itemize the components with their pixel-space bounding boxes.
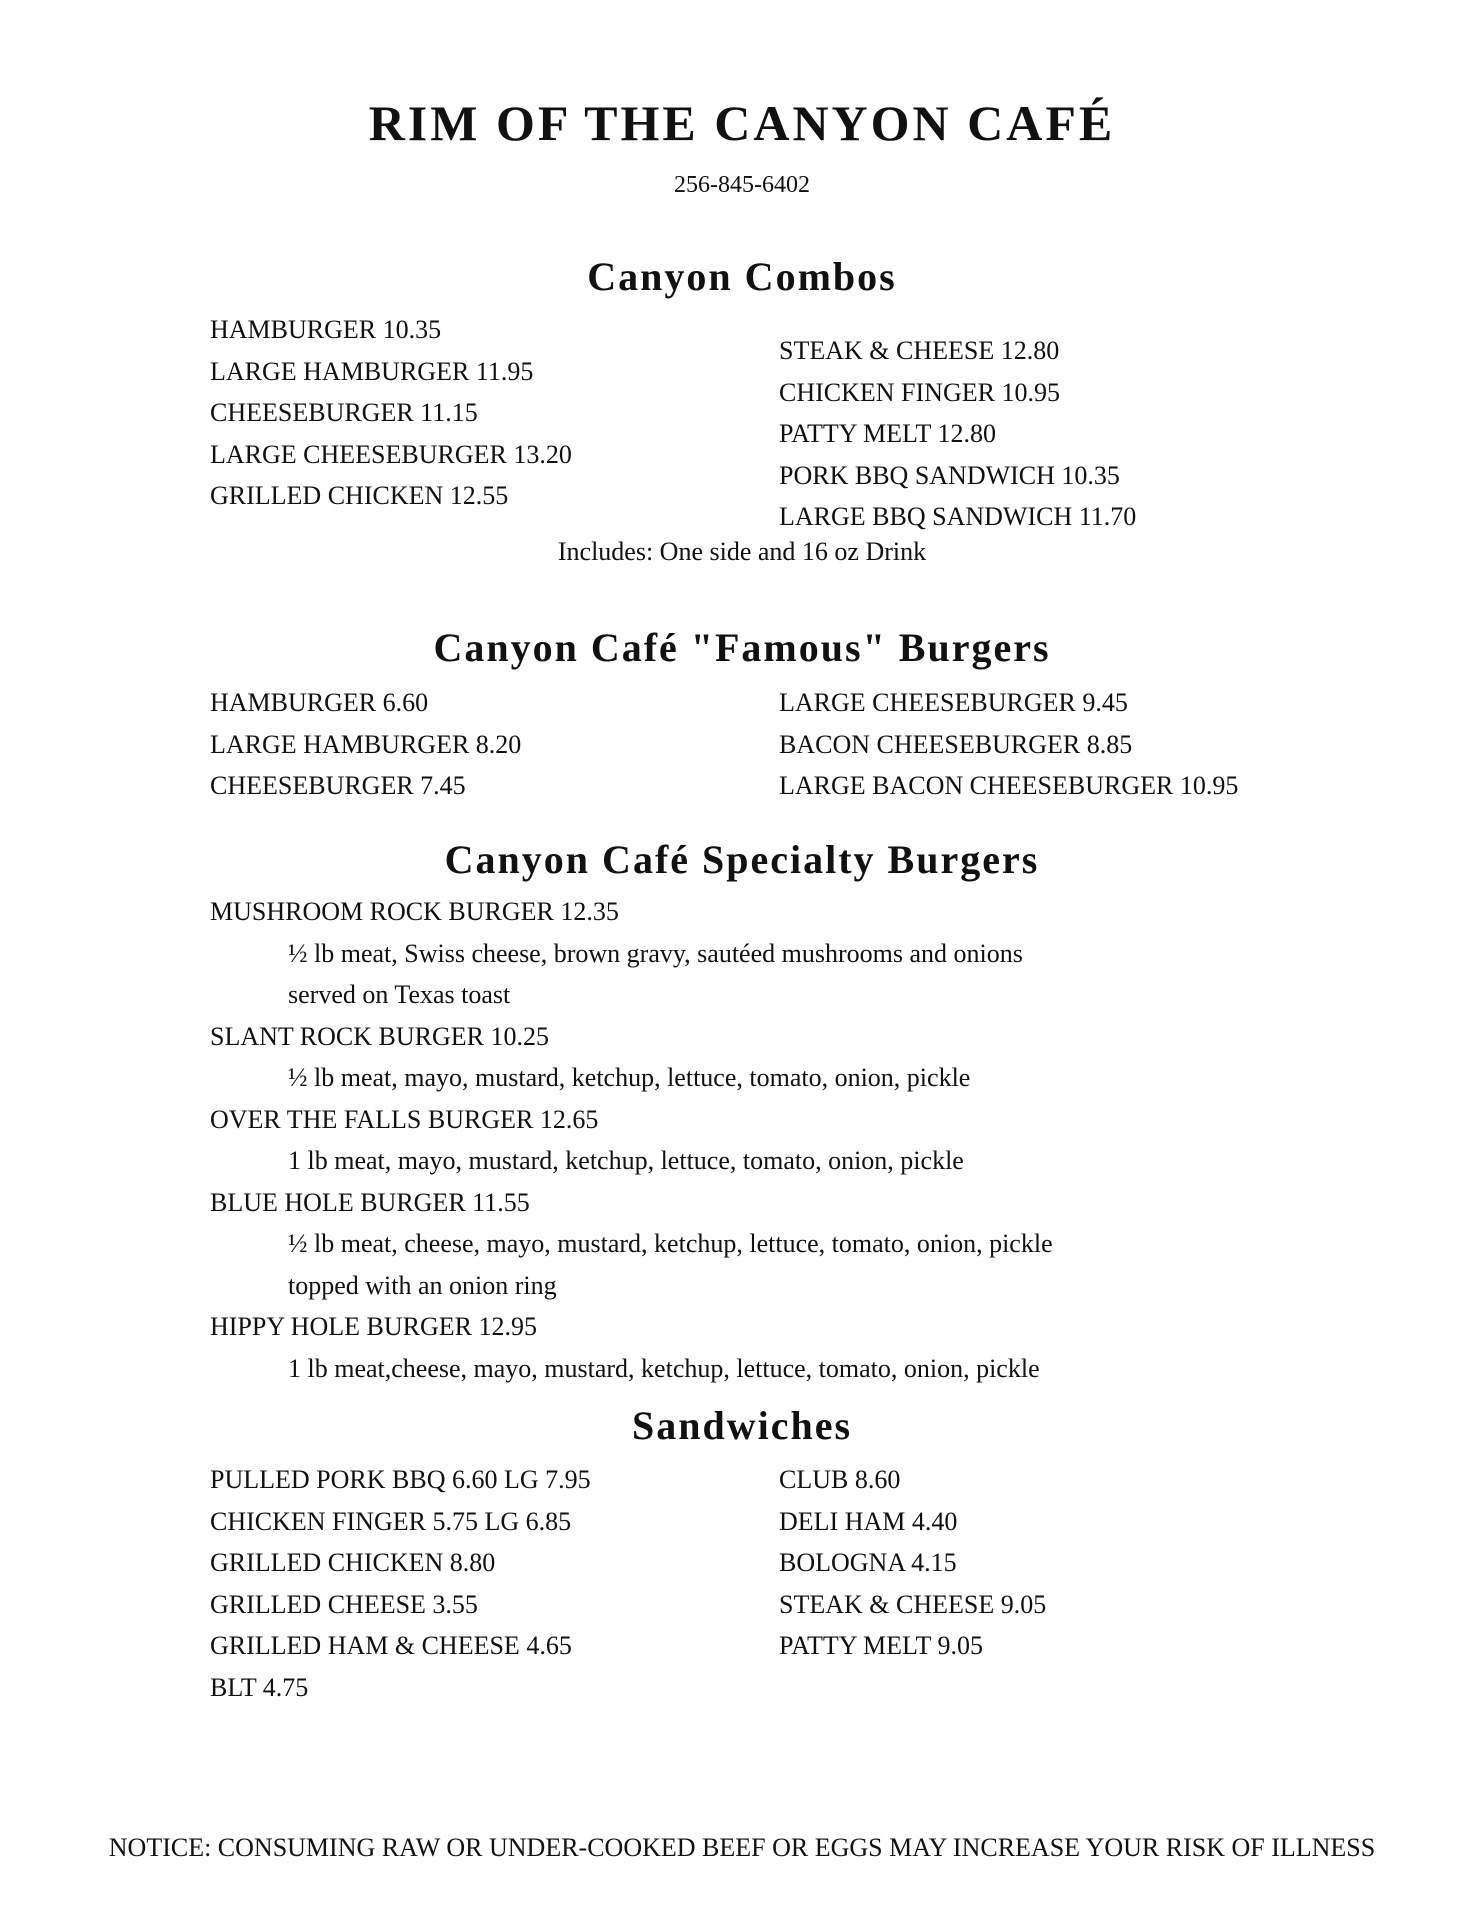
- combos-includes-note: Includes: One side and 16 oz Drink: [557, 537, 927, 566]
- famous-burgers-heading: Canyon Café "Famous" Burgers: [433, 625, 1051, 670]
- menu-item: CLUB 8.60: [779, 1465, 901, 1494]
- menu-item: BOLOGNA 4.15: [779, 1548, 957, 1577]
- menu-item: SLANT ROCK BURGER 10.25: [210, 1021, 550, 1051]
- menu-item: HAMBURGER 10.35: [210, 315, 442, 344]
- sandwiches-right-list: [779, 1459, 1046, 1667]
- health-notice: NOTICE: CONSUMING RAW OR UNDER-COOKED BEEF OR EGGS MAY INCREASE YOUR RISK OF ILLNESS: [108, 1833, 1376, 1862]
- menu-item: LARGE HAMBURGER 8.20: [210, 729, 522, 759]
- menu-item: LARGE BACON CHEESEBURGER 10.95: [779, 771, 1239, 800]
- menu-item-description: served on Texas toast: [288, 980, 511, 1009]
- menu-item-description: ½ lb meat, cheese, mayo, mustard, ketchup, lettuce, tomato, onion, pickle: [288, 1229, 1053, 1258]
- menu-item: LARGE HAMBURGER 11.95: [210, 356, 534, 386]
- sandwiches-left-list: [210, 1459, 591, 1708]
- menu-item: PULLED PORK BBQ 6.60 LG 7.95: [210, 1465, 591, 1494]
- specialty-list: [210, 891, 1053, 1389]
- menu-item-description: ½ lb meat, Swiss cheese, brown gravy, sautéed mushrooms and onions: [288, 938, 1023, 968]
- menu-item: GRILLED CHEESE 3.55: [210, 1589, 478, 1619]
- menu-item-description: topped with an onion ring: [288, 1270, 557, 1300]
- menu-item: HIPPY HOLE BURGER 12.95: [210, 1312, 537, 1341]
- menu-item: CHICKEN FINGER 5.75 LG 6.85: [210, 1506, 572, 1536]
- menu-item: LARGE CHEESEBURGER 9.45: [779, 688, 1128, 717]
- menu-item: CHEESEBURGER 7.45: [210, 771, 466, 800]
- menu-item: LARGE CHEESEBURGER 13.20: [210, 439, 572, 469]
- menu-item: GRILLED HAM & CHEESE 4.65: [210, 1631, 572, 1660]
- combos-left-list: [210, 309, 572, 517]
- menu-item: DELI HAM 4.40: [779, 1506, 958, 1536]
- menu-item: BACON CHEESEBURGER 8.85: [779, 729, 1133, 759]
- menu-item: LARGE BBQ SANDWICH 11.70: [779, 502, 1137, 531]
- menu-item: GRILLED CHICKEN 12.55: [210, 481, 509, 510]
- menu-item: PORK BBQ SANDWICH 10.35: [779, 460, 1120, 490]
- menu-item: CHEESEBURGER 11.15: [210, 398, 478, 427]
- menu-item: OVER THE FALLS BURGER 12.65: [210, 1104, 599, 1134]
- menu-item: BLUE HOLE BURGER 11.55: [210, 1187, 530, 1217]
- combos-right-list: [779, 330, 1136, 538]
- menu-item: STEAK & CHEESE 9.05: [779, 1589, 1047, 1619]
- menu-item: STEAK & CHEESE 12.80: [779, 336, 1060, 365]
- menu-item: PATTY MELT 9.05: [779, 1631, 983, 1660]
- menu-item-description: 1 lb meat, mayo, mustard, ketchup, lettuce, tomato, onion, pickle: [288, 1146, 964, 1175]
- menu-item: PATTY MELT 12.80: [779, 419, 996, 448]
- menu-item-description: ½ lb meat, mayo, mustard, ketchup, lettuce, tomato, onion, pickle: [288, 1063, 971, 1092]
- menu-item-description: 1 lb meat,cheese, mayo, mustard, ketchup, lettuce, tomato, onion, pickle: [288, 1353, 1040, 1383]
- famous-right-list: [779, 682, 1238, 807]
- sandwiches-heading: Sandwiches: [631, 1403, 853, 1448]
- combos-heading: Canyon Combos: [587, 254, 897, 299]
- menu-item: HAMBURGER 6.60: [210, 688, 429, 717]
- menu-item: CHICKEN FINGER 10.95: [779, 377, 1060, 407]
- specialty-burgers-heading: Canyon Café Specialty Burgers: [444, 837, 1040, 882]
- menu-item: MUSHROOM ROCK BURGER 12.35: [210, 897, 619, 926]
- menu-item: BLT 4.75: [210, 1672, 309, 1702]
- phone-number: 256-845-6402: [674, 172, 810, 198]
- famous-left-list: [210, 682, 521, 807]
- restaurant-title: RIM OF THE CANYON CAFÉ: [368, 95, 1116, 151]
- menu-item: GRILLED CHICKEN 8.80: [210, 1548, 496, 1577]
